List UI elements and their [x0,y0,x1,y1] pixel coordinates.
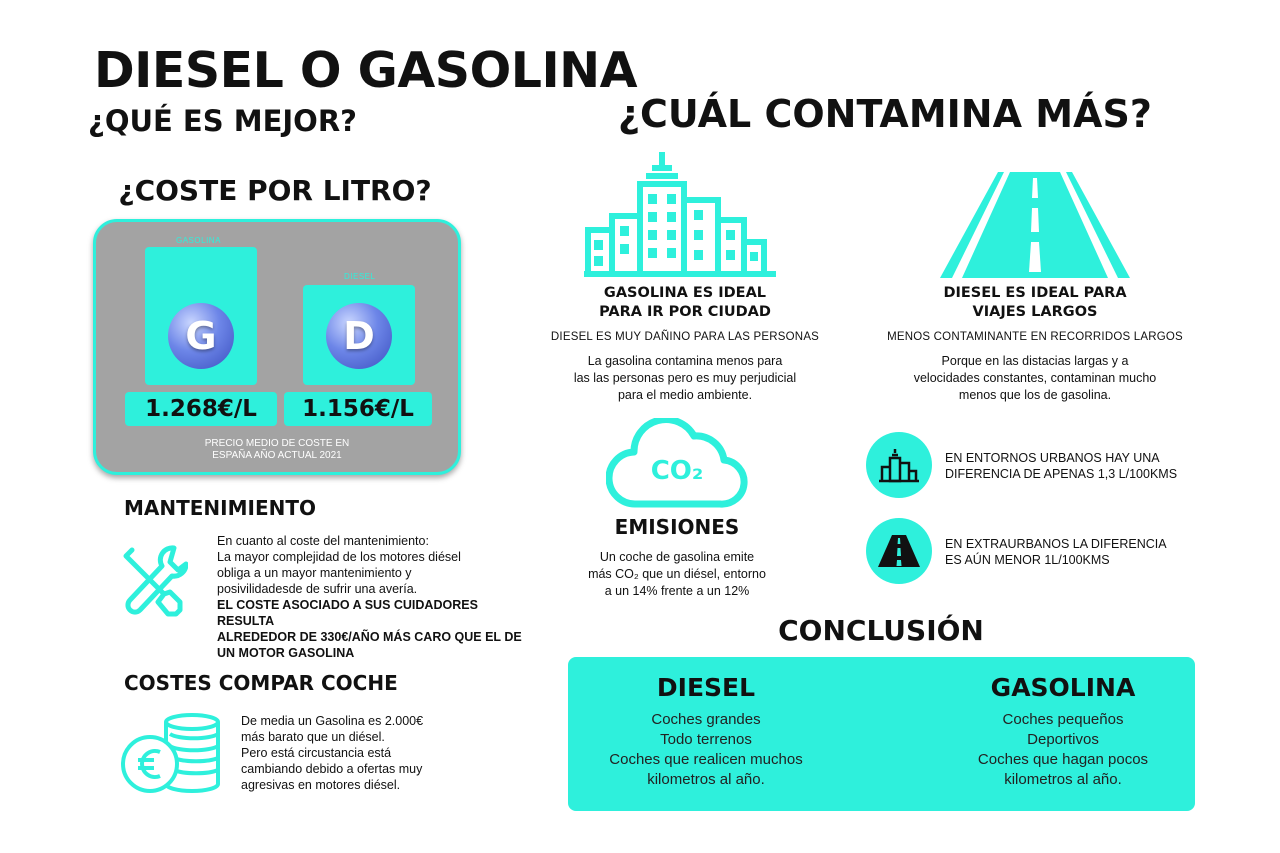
urban-diff-text [945,450,1205,482]
gasolina-label: GASOLINA [176,236,221,245]
city-buildings-icon [584,146,776,278]
gasolina-letter: G [185,314,217,358]
conclusion-diesel-title: DIESEL [656,673,756,702]
purchase-text [241,713,501,793]
purchase-line: De media un Gasolina es 2.000€ [241,714,424,728]
maintenance-text [217,533,537,661]
price-note-line: ESPAÑA AÑO ACTUAL 2021 [212,450,342,461]
price-note-line: PRECIO MEDIO DE COSTE EN [204,438,350,449]
emissions-line: más CO₂ que un diésel, entorno [588,567,766,581]
coins-euro-icon [118,712,224,796]
diesel-price: 1.156€/L [284,392,432,426]
urban-line: DIFERENCIA DE APENAS 1,3 L/100KMS [945,467,1178,481]
co2-cloud-icon [606,418,748,510]
highway-road-icon [940,172,1130,280]
maintenance-line: posivilidadesde de sufrir una avería. [217,582,418,596]
pollution-title: ¿CUÁL CONTAMINA MÁS? [618,92,1152,136]
conclusion-gasolina-item: Coches pequeños [1002,711,1124,728]
diesel-label: DIESEL [344,272,376,281]
maintenance-bold-line: ALREDEDOR DE 330€/AÑO MÁS CARO QUE EL DE [217,630,522,644]
emissions-line: Un coche de gasolina emite [599,550,755,564]
maintenance-line: obliga a un mayor mantenimiento y [217,566,412,580]
extraurban-diff-text [945,536,1205,568]
road-heading-line: DIESEL ES IDEAL PARA [943,285,1127,301]
purchase-line: cambiando debido a ofertas muy [241,762,423,776]
city-heading-line: PARA IR POR CIUDAD [599,304,771,320]
road-line: velocidades constantes, contaminan mucho [913,371,1157,385]
city-text [545,353,825,404]
cost-heading: ¿COSTE POR LITRO? [118,174,432,207]
maintenance-bold-line: EL COSTE ASOCIADO A SUS CUIDADORES RESULTA [217,598,478,628]
main-title: DIESEL O GASOLINA [94,42,638,99]
maintenance-heading: MANTENIMIENTO [124,496,316,520]
diesel-badge-icon [326,303,392,369]
price-note [96,438,458,462]
conclusion-diesel-item: Coches grandes [651,711,761,728]
urban-city-icon [866,432,932,498]
conclusion-gasolina-item: kilometros al año. [1004,771,1122,788]
maintenance-line: En cuanto al coste del mantenimiento: [217,534,429,548]
gasolina-price: 1.268€/L [125,392,277,426]
emissions-heading: EMISIONES [614,515,740,539]
tools-icon [118,542,188,622]
co2-label: CO₂ [650,456,704,486]
price-card [93,219,461,475]
conclusion-diesel-item: Coches que realicen muchos [609,751,803,768]
diesel-box [303,285,415,385]
emissions-line: a un 14% frente a un 12% [604,584,750,598]
purchase-heading: COSTES COMPAR COCHE [124,671,398,695]
purchase-line: más barato que un diésel. [241,730,385,744]
subtitle: ¿QUÉ ES MEJOR? [88,104,357,138]
urban-line: EN ENTORNOS URBANOS HAY UNA [945,451,1160,465]
extraurban-line: ES AÚN MENOR 1L/100KMS [945,553,1110,567]
city-sub: DIESEL ES MUY DAÑINO PARA LAS PERSONAS [550,331,820,343]
road-heading-line: VIAJES LARGOS [972,304,1098,320]
city-heading [555,284,815,322]
gasolina-box [145,247,257,385]
conclusion-gasolina-title: GASOLINA [990,673,1136,702]
road-heading [905,284,1165,322]
maintenance-bold-line: UN MOTOR GASOLINA [217,646,355,660]
road-line: menos que los de gasolina. [958,388,1112,402]
road-sub: MENOS CONTAMINANTE EN RECORRIDOS LARGOS [887,331,1183,343]
city-line: las las personas pero es muy perjudicial [573,371,797,385]
purchase-line: Pero está circustancia está [241,746,392,760]
city-line: La gasolina contamina menos para [587,354,783,368]
city-heading-line: GASOLINA ES IDEAL [603,285,767,301]
gasolina-badge-icon [168,303,234,369]
purchase-line: agresivas en motores diésel. [241,778,401,792]
city-line: para el medio ambiente. [617,388,753,402]
conclusion-heading: CONCLUSIÓN [778,614,984,647]
emissions-text [560,549,794,600]
conclusion-box [568,657,1195,811]
extraurban-line: EN EXTRAURBANOS LA DIFERENCIA [945,537,1167,551]
conclusion-diesel-item: Todo terrenos [660,731,752,748]
conclusion-gasolina [922,673,1204,790]
road-text [880,353,1190,404]
conclusion-diesel [568,673,844,790]
conclusion-diesel-item: kilometros al año. [647,771,765,788]
conclusion-gasolina-item: Coches que hagan pocos [977,751,1149,768]
maintenance-line: La mayor complejidad de los motores diésel [217,550,461,564]
diesel-letter: D [343,314,375,358]
conclusion-gasolina-item: Deportivos [1027,731,1099,748]
road-line: Porque en las distacias largas y a [941,354,1129,368]
extraurban-road-icon [866,518,932,584]
